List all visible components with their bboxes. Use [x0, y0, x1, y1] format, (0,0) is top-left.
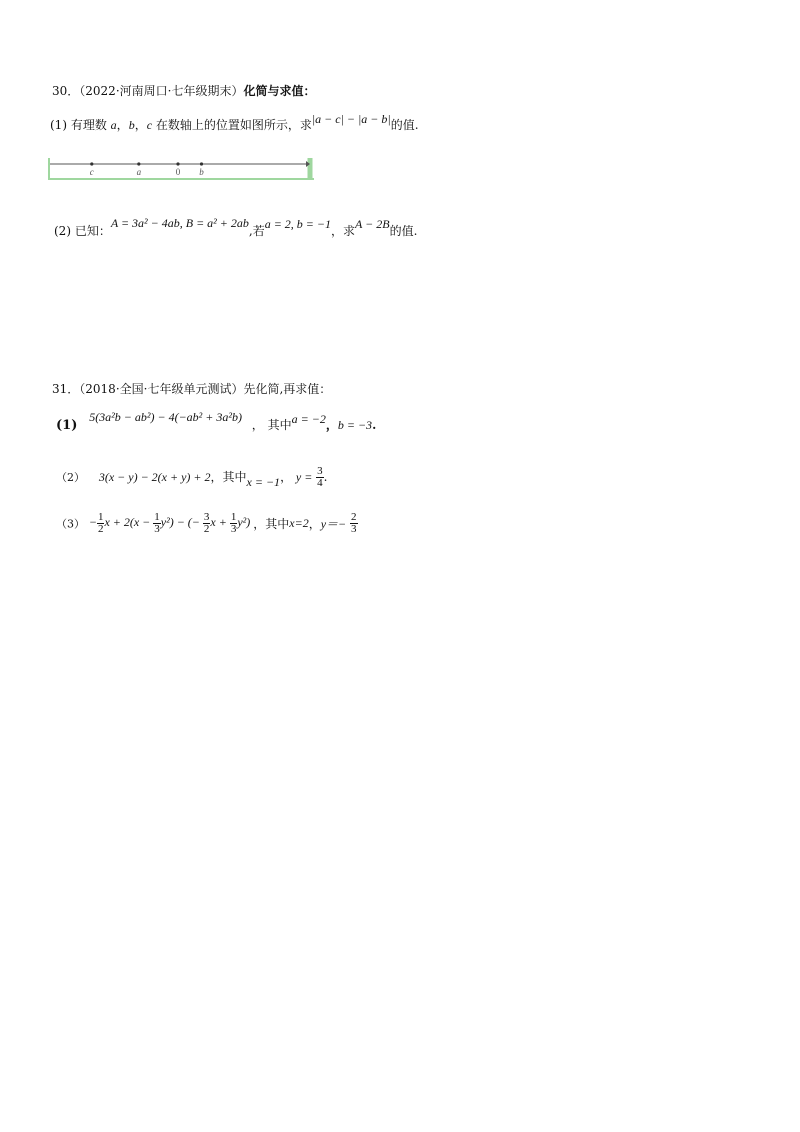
- comma: ，: [280, 470, 293, 484]
- part-label: （2）: [56, 471, 85, 484]
- question-number: 30．: [52, 84, 80, 98]
- given-expression: A = 3a² − 4ab, B = a² + 2ab: [110, 216, 249, 230]
- comma: ，: [251, 418, 264, 432]
- value-a: a = −2: [291, 412, 326, 426]
- numerator: 3: [317, 465, 323, 477]
- question-31-header: [52, 380, 331, 397]
- comma: ，: [325, 418, 338, 432]
- fraction-three-quarters: [316, 466, 324, 489]
- number-line-figure: [48, 158, 314, 180]
- simplify-expression: 5(3a²b − ab²) − 4(−ab² + 3a²b): [89, 410, 242, 424]
- question-31-part-1: [56, 410, 377, 433]
- question-source: （2022·河南周口·七年级期末）: [79, 84, 244, 98]
- question-source: （2018·全国·七年级单元测试）先化简,再求值：: [79, 382, 332, 396]
- point-a: [137, 162, 140, 165]
- question-30-header: [52, 82, 315, 99]
- value-x: x = −1: [246, 475, 281, 489]
- denominator: 4: [317, 477, 323, 489]
- comma: ，: [308, 517, 321, 531]
- denominator: 3: [351, 523, 357, 535]
- simplify-expression-3: − $\frac{1}{2}$ x + 2(x − $\frac{1}{3}$ y²) − (− $\frac{3}{2}$ x + $\frac{1}{3}$ y²): [88, 511, 254, 535]
- part-text: 有理数: [70, 118, 107, 132]
- part-text: 已知：: [74, 224, 111, 238]
- part-label: (1): [56, 418, 78, 433]
- part-label: (1): [50, 118, 67, 132]
- simplify-expression: 3(x − y) − 2(x + y) + 2: [98, 470, 211, 484]
- seek-text: ，求: [331, 224, 356, 238]
- part-text-2: 在数轴上的位置如图所示，求: [155, 118, 312, 132]
- part-label: (2): [54, 224, 71, 238]
- if-text: ,若: [248, 224, 265, 238]
- part-label: （3）: [56, 517, 85, 531]
- question-title: 化简与求值：: [243, 84, 316, 98]
- point-label-a: a: [136, 167, 142, 177]
- where-text: ，其中: [210, 470, 247, 484]
- fraction-two-thirds: [350, 512, 358, 535]
- period: .: [323, 470, 328, 484]
- value-x: x=2: [289, 516, 309, 530]
- question-number: 31．: [52, 382, 80, 396]
- question-30-part-1: [50, 112, 419, 133]
- period: .: [372, 418, 377, 432]
- abs-expression: |a − c| − |a − b|: [311, 112, 391, 126]
- var-a: a: [110, 118, 117, 132]
- question-31-part-3: [56, 512, 358, 535]
- part-tail: 的值.: [390, 118, 419, 132]
- point-0: [176, 162, 179, 165]
- var-c: c: [146, 118, 153, 132]
- comma: ，: [134, 118, 147, 132]
- value-y-label: y＝−: [320, 517, 347, 531]
- var-b: b: [128, 118, 135, 132]
- comma: ，: [116, 118, 129, 132]
- question-30-part-2: [54, 216, 418, 239]
- value-y-label: y =: [295, 470, 313, 484]
- target-expression: A − 2B: [355, 217, 390, 231]
- part-tail: 的值.: [389, 224, 418, 238]
- condition-expression: a = 2, b = −1: [264, 217, 331, 231]
- where-text: ，其中: [253, 517, 290, 531]
- point-label-b: b: [199, 167, 204, 177]
- point-b: [200, 162, 203, 165]
- question-31-part-2: [56, 466, 328, 489]
- numerator: 2: [351, 511, 357, 523]
- point-c: [90, 162, 93, 165]
- point-label-c: c: [89, 167, 94, 177]
- value-b: b = −3: [337, 418, 373, 432]
- where-text: 其中: [267, 418, 292, 432]
- point-label-0: 0: [175, 167, 181, 177]
